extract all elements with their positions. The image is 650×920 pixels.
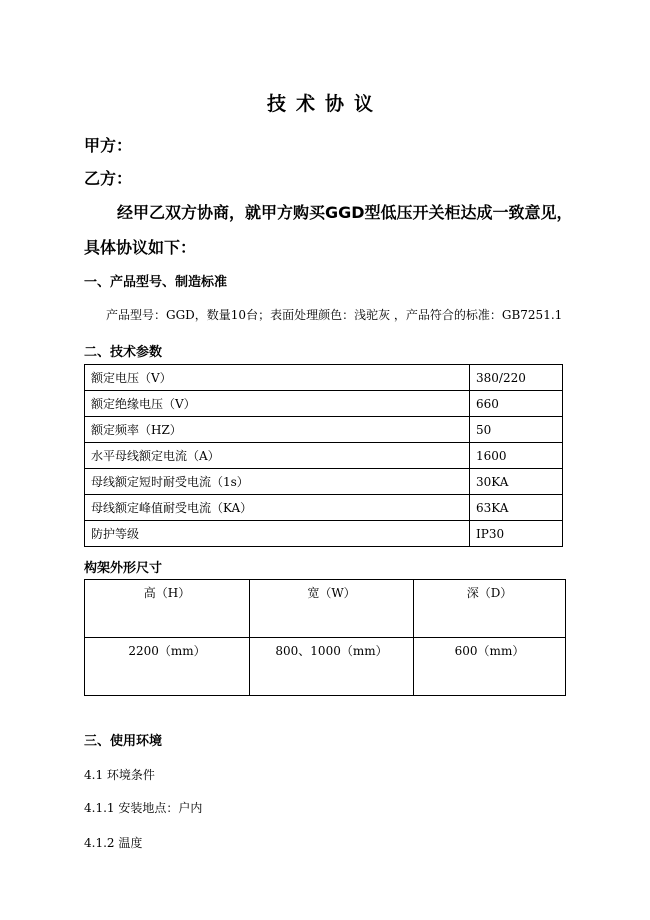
- param-name: 额定频率（HZ）: [85, 417, 470, 443]
- dim-header-height: 高（H）: [85, 580, 250, 638]
- dim-value-height: 2200（mm）: [85, 638, 250, 696]
- param-name: 防护等级: [85, 521, 470, 547]
- param-value: IP30: [470, 521, 563, 547]
- item-4-1-2: 4.1.2 温度: [84, 836, 143, 850]
- dim-header-depth: 深（D）: [414, 580, 566, 638]
- table-row: [85, 443, 563, 469]
- dim-value-depth: 600（mm）: [414, 638, 566, 696]
- intro-line-2: 具体协议如下：: [84, 238, 197, 257]
- table-row: [85, 521, 563, 547]
- section-3-heading: 三、使用环境: [84, 734, 163, 749]
- item-4-1: 4.1 环境条件: [84, 768, 155, 782]
- param-value: 1600: [470, 443, 563, 469]
- tech-params-table: [84, 364, 563, 547]
- intro-line-1: 经甲乙双方协商，就甲方购买GGD型低压开关柜达成一致意见，: [117, 203, 573, 222]
- table-row: [85, 365, 563, 391]
- table-row: [85, 638, 566, 696]
- param-name: 母线额定短时耐受电流（1s）: [85, 469, 470, 495]
- param-name: 额定电压（V）: [85, 365, 470, 391]
- product-spec-text: 产品型号：GGD，数量10台；表面处理颜色：浅驼灰 ，产品符合的标准：GB7251.1: [106, 308, 563, 322]
- dim-header-width: 宽（W）: [250, 580, 414, 638]
- table-row: [85, 391, 563, 417]
- table-row: [85, 580, 566, 638]
- param-name: 水平母线额定电流（A）: [85, 443, 470, 469]
- param-value: 380/220: [470, 365, 563, 391]
- table-row: [85, 469, 563, 495]
- table-row: [85, 417, 563, 443]
- dim-value-width: 800、1000（mm）: [250, 638, 414, 696]
- item-4-1-1: 4.1.1 安装地点：户内: [84, 801, 203, 815]
- dimensions-table: [84, 579, 566, 696]
- param-name: 母线额定峰值耐受电流（KA）: [85, 495, 470, 521]
- param-name: 额定绝缘电压（V）: [85, 391, 470, 417]
- document-title: 技术协议: [266, 93, 383, 115]
- table-row: [85, 495, 563, 521]
- party-a-label: 甲方：: [84, 136, 133, 155]
- param-value: 50: [470, 417, 563, 443]
- param-value: 63KA: [470, 495, 563, 521]
- section-2-heading: 二、技术参数: [84, 345, 163, 360]
- section-1-heading: 一、产品型号、制造标准: [84, 275, 228, 290]
- dimensions-heading: 构架外形尺寸: [84, 561, 163, 576]
- param-value: 660: [470, 391, 563, 417]
- param-value: 30KA: [470, 469, 563, 495]
- party-b-label: 乙方：: [84, 169, 133, 188]
